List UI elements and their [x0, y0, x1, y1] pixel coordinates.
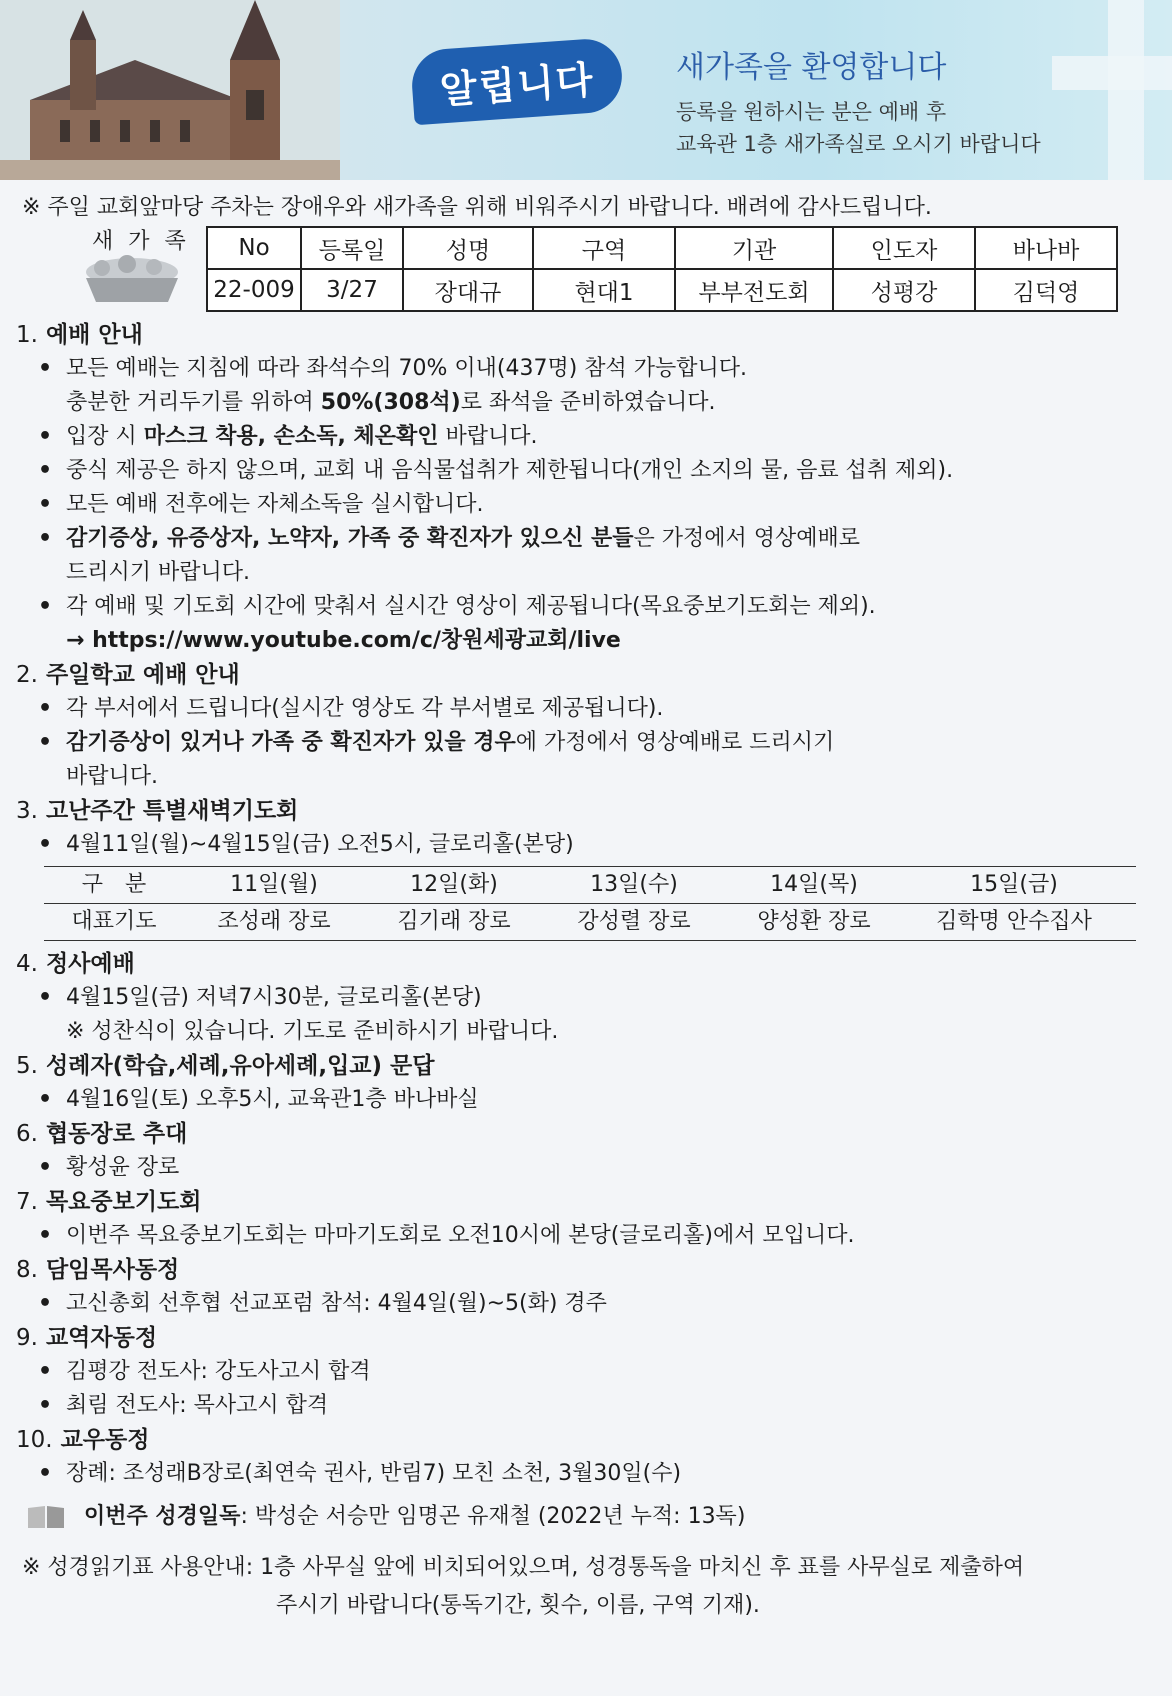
cross-icon	[1052, 0, 1172, 180]
list-item: • 4월11일(월)~4월15일(금) 오전5시, 글로리홀(본당)	[38, 832, 574, 857]
list-item: • 각 예배 및 기도회 시간에 맞춰서 실시간 영상이 제공됩니다(목요중보기도회는 제외).	[38, 594, 876, 619]
welcome-title: 새가족을 환영합니다	[676, 50, 947, 85]
table-header-cell: 성명	[403, 227, 533, 269]
section-title: 4. 정사예배	[16, 951, 135, 977]
list-item: • 고신총회 선후협 선교포럼 참석: 4월4일(월)~5(화) 경주	[38, 1291, 607, 1316]
list-item: • 황성윤 장로	[38, 1155, 180, 1180]
table-cell: 장대규	[403, 269, 533, 311]
table-cell: 부부전도회	[675, 269, 833, 311]
section-title: 8. 담임목사동정	[16, 1257, 180, 1283]
list-item-note: ※ 성찬식이 있습니다. 기도로 준비하시기 바랍니다.	[66, 1019, 559, 1044]
table-cell: 22-009	[207, 269, 301, 311]
table-cell: 대표기도	[71, 909, 157, 934]
list-item: • 장례: 조성래B장로(최연숙 권사, 반림7) 모친 소천, 3월30일(수)	[38, 1461, 682, 1486]
table-header-row	[44, 867, 1136, 903]
notice-line: 주시기 바랍니다(통독기간, 횟수, 이름, 구역 기재).	[276, 1593, 760, 1618]
list-item: • 감기증상, 유증상자, 노약자, 가족 중 확진자가 있으신 분들은 가정에서 영상예배로	[38, 526, 860, 551]
section-title: 1. 예배 안내	[16, 322, 143, 348]
list-item: • 모든 예배 전후에는 자체소독을 실시합니다.	[38, 492, 484, 517]
list-item: • 입장 시 마스크 착용, 손소독, 체온확인 바랍니다.	[38, 424, 538, 449]
table-header-cell: 등록일	[301, 227, 403, 269]
table-header-cell: 15일(금)	[970, 872, 1058, 897]
table-header-row	[207, 227, 1117, 269]
list-item: • 김평강 전도사: 강도사고시 합격	[38, 1359, 371, 1384]
section-title: 10. 교우동정	[16, 1427, 150, 1453]
table-cell: 3/27	[301, 269, 403, 311]
welcome-subtitle	[676, 96, 1041, 160]
bible-reading-names: : 박성순 서승만 임명곤 유재철 (2022년 누적: 13독)	[240, 1504, 746, 1529]
table-cell: 김기래 장로	[397, 909, 511, 934]
table-cell: 강성렬 장로	[577, 909, 691, 934]
table-cell: 현대1	[533, 269, 675, 311]
welcome-line: 교육관 1층 새가족실로 오시기 바랍니다	[676, 132, 1041, 156]
list-item: • 감기증상이 있거나 가족 중 확진자가 있을 경우에 가정에서 영상예배로 드리시기	[38, 730, 835, 755]
list-item-continuation: 드리시기 바랍니다.	[66, 560, 251, 585]
reading-chart-notice	[16, 1549, 1156, 1625]
table-row	[207, 269, 1117, 311]
table-header-cell: 구역	[533, 227, 675, 269]
section-title: 7. 목요중보기도회	[16, 1189, 202, 1215]
table-header-cell: 12일(화)	[410, 872, 498, 897]
bible-reading-line	[16, 1497, 1156, 1537]
table-row	[44, 903, 1136, 940]
header-banner	[0, 0, 1172, 180]
book-icon	[26, 1504, 66, 1530]
table-header-cell: No	[207, 227, 301, 269]
table-cell: 조성래 장로	[217, 909, 331, 934]
table-header-cell: 14일(목)	[770, 872, 858, 897]
list-item: • 중식 제공은 하지 않으며, 교회 내 음식물섭취가 제한됩니다(개인 소지의 물, 음료 섭취 제외).	[38, 458, 954, 483]
table-cell: 김학명 안수집사	[936, 909, 1092, 934]
table-cell: 김덕영	[975, 269, 1117, 311]
list-item-continuation: 바랍니다.	[66, 764, 159, 789]
new-family-table	[206, 226, 1118, 312]
list-item: • 이번주 목요중보기도회는 마마기도회로 오전10시에 본당(글로리홀)에서 모입니다.	[38, 1223, 855, 1248]
table-header-cell: 13일(수)	[590, 872, 678, 897]
table-header-cell: 11일(월)	[230, 872, 318, 897]
table-header-cell: 인도자	[833, 227, 975, 269]
announcements	[16, 318, 1156, 1625]
youtube-link[interactable]: → https://www.youtube.com/c/창원세광교회/live	[66, 628, 621, 653]
section-title: 9. 교역자동정	[16, 1325, 158, 1351]
parking-notice: ※ 주일 교회앞마당 주차는 장애우와 새가족을 위해 비워주시기 바랍니다. 배려에 감사드립니다.	[22, 195, 932, 220]
prayer-schedule-table	[44, 866, 1136, 941]
table-header-cell: 바나바	[975, 227, 1117, 269]
notice-line: ※ 성경읽기표 사용안내: 1층 사무실 앞에 비치되어있으며, 성경통독을 마치신 후 표를 사무실로 제출하여	[22, 1555, 1025, 1580]
notice-badge: 알립니다	[410, 37, 625, 125]
section-title: 5. 성례자(학습,세례,유아세례,입교) 문답	[16, 1053, 435, 1079]
table-cell: 성평강	[833, 269, 975, 311]
list-item: • 4월15일(금) 저녁7시30분, 글로리홀(본당)	[38, 985, 482, 1010]
section-title: 3. 고난주간 특별새벽기도회	[16, 798, 299, 824]
church-illustration	[0, 0, 340, 180]
list-item: • 모든 예배는 지침에 따라 좌석수의 70% 이내(437명) 참석 가능합니다.	[38, 356, 748, 381]
section-title: 6. 협동장로 추대	[16, 1121, 188, 1147]
list-item: • 4월16일(토) 오후5시, 교육관1층 바나바실	[38, 1087, 479, 1112]
list-item: • 최림 전도사: 목사고시 합격	[38, 1393, 329, 1418]
flower-basket-icon	[72, 254, 192, 304]
welcome-line: 등록을 원하시는 분은 예배 후	[676, 100, 947, 124]
section-title: 2. 주일학교 예배 안내	[16, 662, 240, 688]
new-family-label: 새 가 족	[92, 229, 190, 254]
bible-reading-label: 이번주 성경일독	[84, 1504, 241, 1529]
list-item: • 각 부서에서 드립니다(실시간 영상도 각 부서별로 제공됩니다).	[38, 696, 664, 721]
list-item-continuation: 충분한 거리두기를 위하여 50%(308석)로 좌석을 준비하였습니다.	[66, 390, 716, 415]
table-header-cell: 구 분	[81, 872, 147, 897]
table-cell: 양성환 장로	[757, 909, 871, 934]
table-header-cell: 기관	[675, 227, 833, 269]
